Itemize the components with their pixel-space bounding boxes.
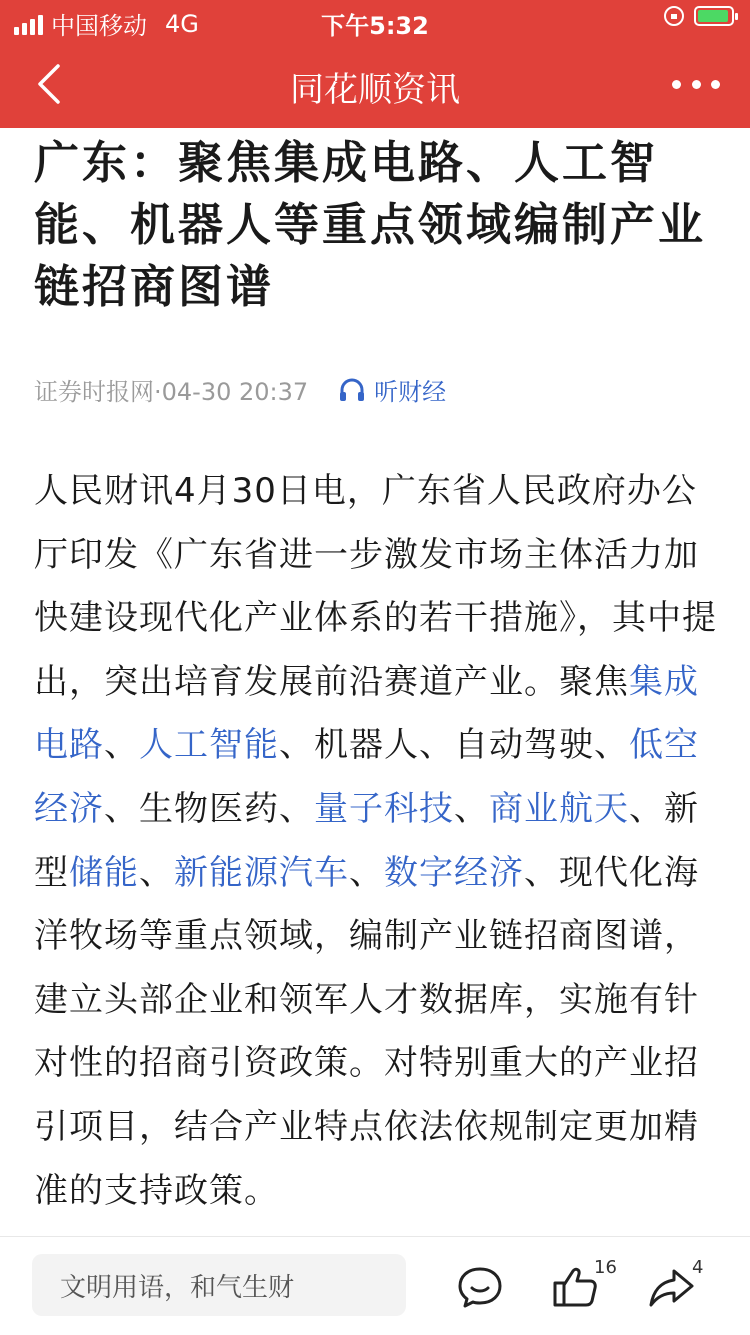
carrier-label: 中国移动: [51, 12, 147, 40]
comment-icon: [452, 1259, 508, 1315]
article-source-time: 证券时报网·04-30 20:37: [34, 378, 309, 406]
body-text: 、新型: [34, 788, 699, 893]
stock-concept-link[interactable]: 量子科技: [314, 788, 454, 829]
listen-label: 听财经: [374, 378, 447, 406]
listen-button[interactable]: [338, 372, 446, 407]
nav-bar: [0, 40, 750, 128]
stock-concept-link[interactable]: 数字经济: [384, 852, 524, 893]
more-button[interactable]: [672, 70, 720, 98]
nav-title: 同花顺资讯: [290, 70, 460, 110]
network-label: 4G: [165, 9, 199, 38]
body-text: 、机器人、自动驾驶、: [279, 725, 629, 766]
body-text: 、现代化海洋牧场等重点领域，编制产业链招商图谱，建立头部企业和领军人才数据库，实施有针对性的招商引资政策。对特别重大的产业招引项目，结合产业特点依法依规制定更加精准的支持政策。: [34, 852, 699, 1211]
share-count: 4: [692, 1257, 704, 1278]
stock-concept-link[interactable]: 低空经济: [34, 725, 699, 829]
headphones-icon: [338, 377, 366, 403]
orientation-lock-icon: [664, 6, 684, 26]
status-bar: [0, 0, 750, 40]
comment-input[interactable]: 文明用语，和气生财: [32, 1254, 406, 1316]
article-body: [34, 460, 724, 1223]
body-text: 、: [349, 852, 384, 893]
stock-concept-link[interactable]: 人工智能: [139, 725, 279, 766]
comment-button[interactable]: [452, 1259, 508, 1315]
body-text: 、: [139, 852, 174, 893]
article-meta: [34, 372, 446, 407]
status-time: 下午5:32: [321, 12, 429, 40]
article-headline: 广东：聚焦集成电路、人工智能、机器人等重点领域编制产业链招商图谱: [34, 136, 707, 313]
body-text: 人民财讯4月30日电，广东省人民政府办公厅印发《广东省进一步激发市场主体活力加快建设现代化产业体系的若干措施》，其中提出，突出培育发展前沿赛道产业。聚焦: [34, 471, 717, 702]
body-text: 、: [454, 788, 489, 829]
like-count: 16: [594, 1257, 617, 1278]
stock-concept-link[interactable]: 新能源汽车: [174, 852, 349, 893]
stock-concept-link[interactable]: 集成电路: [34, 661, 699, 766]
more-dots-icon: [672, 80, 681, 89]
battery-icon: [694, 6, 734, 26]
stock-concept-link[interactable]: 商业航天: [489, 788, 629, 829]
bottom-bar: [0, 1236, 750, 1335]
status-right: [664, 6, 734, 26]
stock-concept-link[interactable]: 储能: [69, 852, 139, 893]
body-text: 、: [104, 725, 139, 766]
body-text: 、生物医药、: [104, 788, 314, 829]
